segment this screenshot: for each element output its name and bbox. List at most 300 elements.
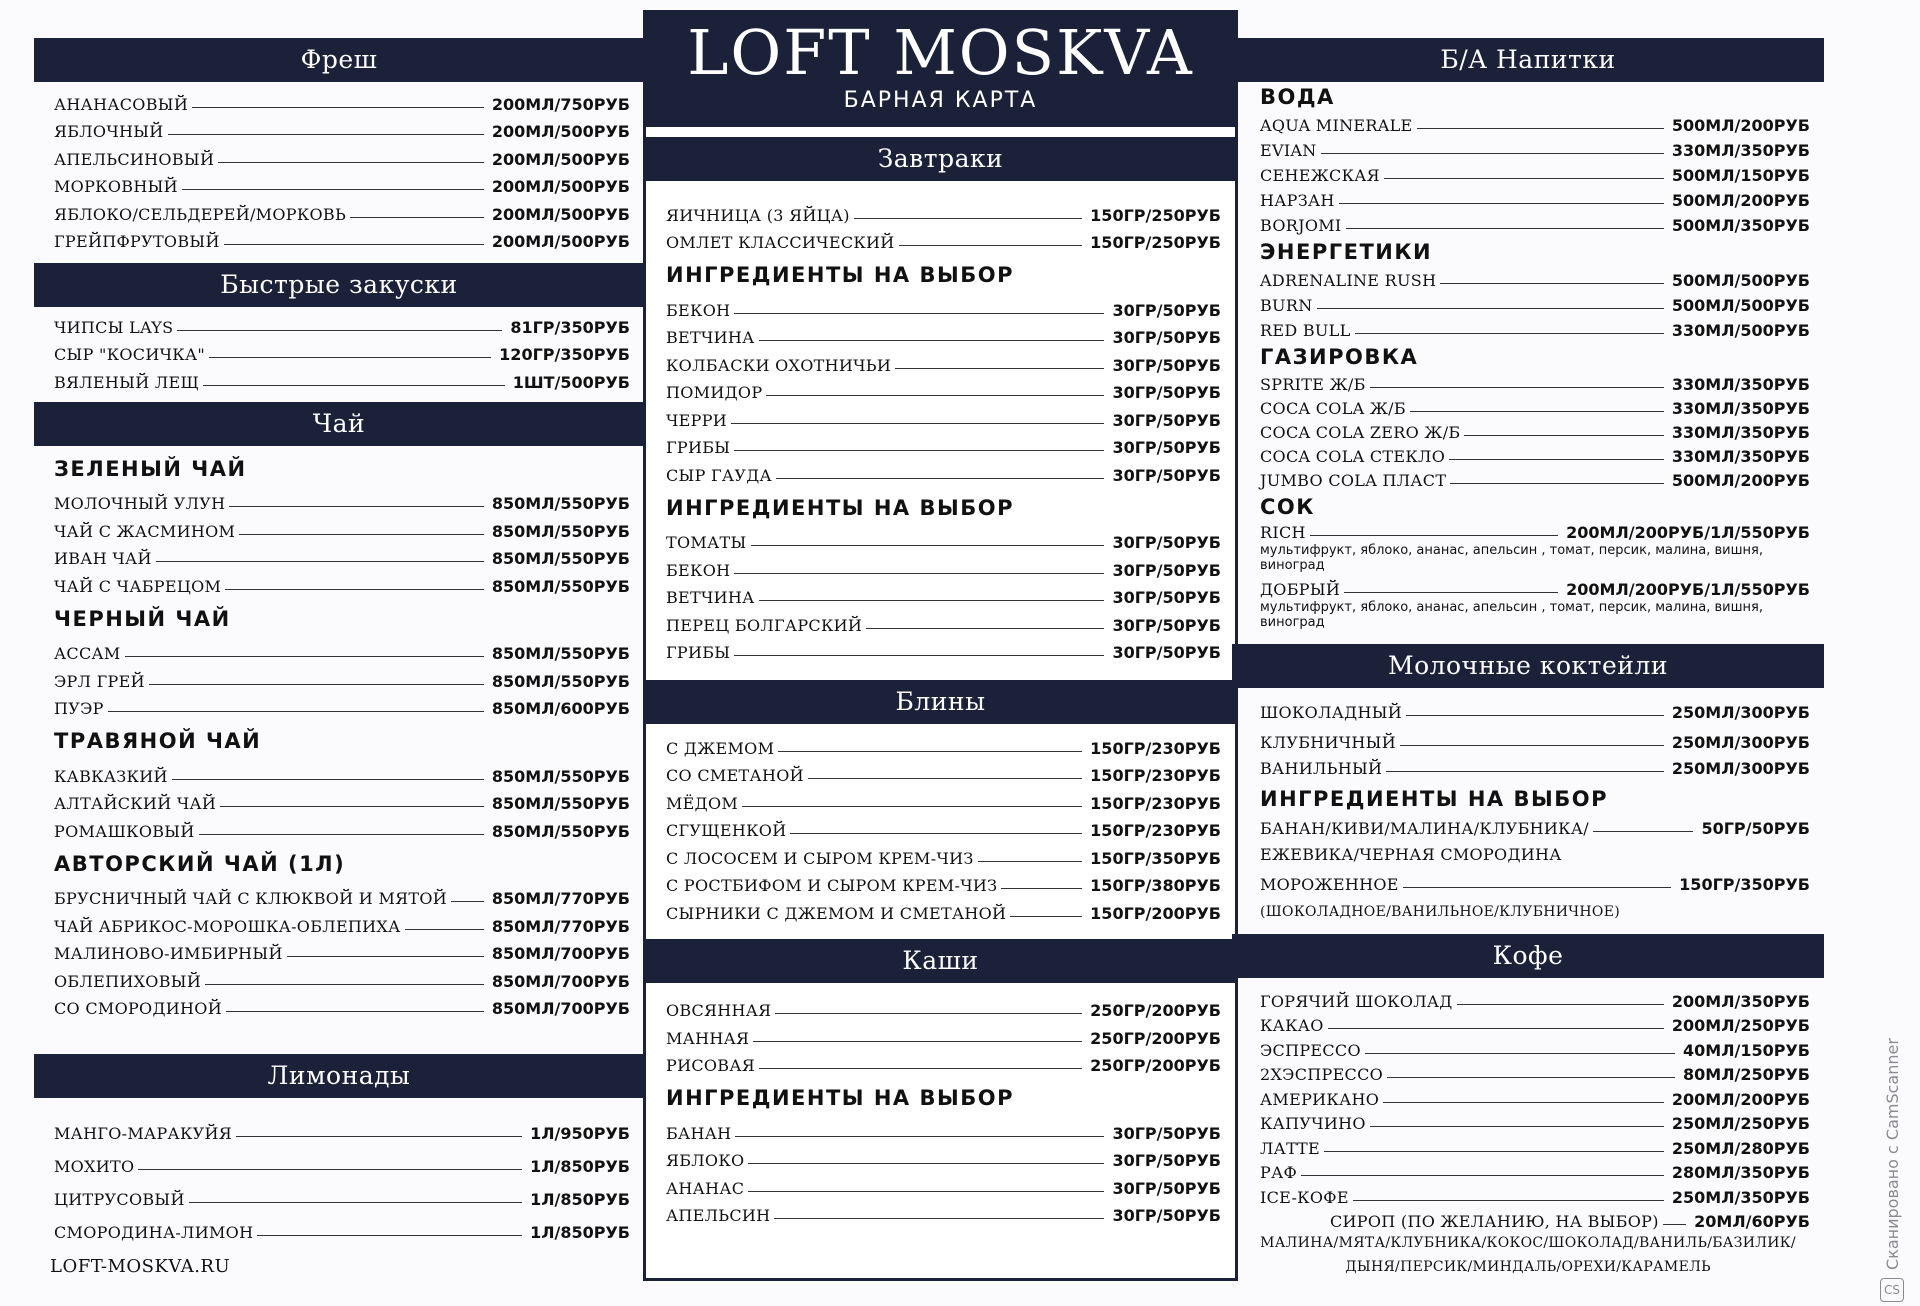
snacks-title: Быстрые закуски	[34, 263, 644, 307]
menu-item	[666, 785, 1221, 813]
item-price: 30ГР/50РУБ	[1112, 1206, 1221, 1225]
item-name: ЧЕРРИ	[666, 410, 728, 430]
item-price: 150ГР/250РУБ	[1090, 205, 1221, 225]
menu-item	[666, 1198, 1221, 1226]
item-name: BURN	[1260, 296, 1313, 315]
item-price: 330МЛ/500РУБ	[1671, 321, 1810, 340]
item-name: АЛТАЙСКИЙ ЧАЙ	[54, 794, 217, 813]
item-name: ЯБЛОКО/СЕЛЬДЕРЕЙ/МОРКОВЬ	[54, 204, 347, 224]
item-price: 30ГР/50РУБ	[1112, 300, 1221, 320]
breakfast-title: Завтраки	[646, 137, 1235, 181]
item-price: 850МЛ/550РУБ	[491, 671, 630, 691]
item-name: БЕКОН	[666, 300, 731, 320]
item-name: С ДЖЕМОМ	[666, 738, 775, 758]
menu-item	[666, 320, 1221, 348]
item-name: КАКАО	[1260, 1016, 1324, 1035]
item-price: 330МЛ/350РУБ	[1671, 141, 1810, 160]
item-price: 30ГР/50РУБ	[1112, 465, 1221, 485]
menu-item	[54, 224, 630, 252]
camscanner-text: Сканировано с CamScanner	[1882, 1038, 1902, 1270]
item-name: ИВАН ЧАЙ	[54, 549, 152, 568]
menu-item	[1260, 394, 1810, 418]
item-name: ГРЕЙПФРУТОВЫЙ	[54, 232, 220, 251]
item-price: 30ГР/50РУБ	[1112, 438, 1221, 457]
item-price: 30ГР/50РУБ	[1112, 615, 1221, 635]
item-price: 250МЛ/300РУБ	[1671, 703, 1810, 722]
menu-item	[1260, 573, 1810, 599]
item-name: ГОРЯЧИЙ ШОКОЛАД	[1260, 991, 1453, 1011]
item-name: КАВКАЗКИЙ	[54, 766, 168, 786]
item-price: 850МЛ/700РУБ	[491, 971, 630, 991]
menu-item	[1260, 752, 1810, 778]
menu-item	[1260, 135, 1810, 160]
item-price: 330МЛ/350РУБ	[1671, 375, 1810, 394]
menu-item	[666, 525, 1221, 553]
item-name: ТОМАТЫ	[666, 533, 747, 552]
item-name: ЕЖЕВИКА/ЧЕРНАЯ СМОРОДИНА	[1260, 845, 1562, 864]
menu-item	[1260, 160, 1810, 185]
tea-list	[34, 452, 644, 1019]
menu-item	[666, 580, 1221, 608]
item-price: 30ГР/50РУБ	[1112, 410, 1221, 430]
item-name: ПОМИДОР	[666, 383, 763, 402]
soda-heading: ГАЗИРОВКА	[1260, 345, 1419, 369]
menu-item	[1260, 1158, 1810, 1183]
item-price: 850МЛ/700РУБ	[491, 944, 630, 963]
menu-item	[1260, 442, 1810, 466]
juice-flavors: мультифрукт, яблоко, ананас, апельсин , томат, персик, малина, вишня, виноград	[1260, 543, 1763, 573]
item-price: 250МЛ/300РУБ	[1671, 733, 1810, 752]
lemonades-title: Лимонады	[34, 1054, 644, 1098]
porridge-list	[646, 983, 1235, 1226]
item-price: 850МЛ/550РУБ	[491, 794, 630, 813]
menu-item	[54, 513, 630, 541]
item-price: 30ГР/50РУБ	[1112, 383, 1221, 402]
menu-item	[1260, 265, 1810, 290]
item-price: 50ГР/50РУБ	[1701, 819, 1810, 838]
item-price: 330МЛ/350РУБ	[1671, 423, 1810, 442]
item-name: ICE-КОФЕ	[1260, 1187, 1349, 1207]
item-price: 250МЛ/300РУБ	[1671, 759, 1810, 778]
menu-item	[666, 868, 1221, 896]
item-price: 850МЛ/550РУБ	[491, 576, 630, 596]
item-price: 200МЛ/350РУБ	[1671, 991, 1810, 1011]
pancakes-title: Блины	[646, 680, 1235, 724]
menu-item	[666, 840, 1221, 868]
item-price: 200МЛ/200РУБ	[1671, 1089, 1810, 1109]
item-price: 850МЛ/550РУБ	[491, 766, 630, 786]
item-price: 150ГР/380РУБ	[1090, 876, 1221, 895]
item-name: МАЛИНОВО-ИМБИРНЫЙ	[54, 944, 283, 963]
item-name: АПЕЛЬСИН	[666, 1206, 771, 1225]
item-name: COCA COLA ZERO Ж/Б	[1260, 423, 1461, 442]
menu-item	[666, 1048, 1221, 1076]
juice-heading: СОК	[1260, 495, 1315, 519]
item-name: СМОРОДИНА-ЛИМОН	[54, 1223, 254, 1242]
item-price: 330МЛ/350РУБ	[1671, 399, 1810, 418]
tea-title: Чай	[34, 402, 644, 446]
item-name: МОХИТО	[54, 1157, 135, 1176]
item-name: ЧИПСЫ LAYS	[54, 317, 174, 337]
menu-item-continuation	[1260, 838, 1810, 864]
item-name: ЯИЧНИЦА (3 ЯЙЦА)	[666, 205, 850, 225]
item-name: МАНГО-МАРАКУЙЯ	[54, 1124, 232, 1143]
menu-item	[54, 568, 630, 596]
item-price: 250МЛ/280РУБ	[1671, 1138, 1810, 1158]
item-price: 200МЛ/200РУБ/1Л/550РУБ	[1566, 523, 1810, 542]
item-name: СО СМЕТАНОЙ	[666, 766, 804, 785]
lemonades-list	[34, 1098, 644, 1242]
menu-item	[54, 663, 630, 691]
item-name: ДОБРЫЙ	[1260, 580, 1341, 599]
coffee-title: Кофе	[1232, 934, 1824, 978]
header	[646, 10, 1235, 127]
middle-column	[643, 10, 1238, 1281]
menu-item	[54, 813, 630, 841]
item-name: МЁДОМ	[666, 793, 739, 813]
item-price: 200МЛ/500РУБ	[491, 204, 630, 224]
item-price: 150ГР/250РУБ	[1090, 233, 1221, 252]
fresh-title: Фреш	[34, 38, 644, 82]
menu-item	[1260, 692, 1810, 722]
menu-item	[1260, 210, 1810, 235]
item-price: 1Л/850РУБ	[530, 1157, 630, 1176]
item-price: 150ГР/230РУБ	[1090, 821, 1221, 840]
item-price: 850МЛ/550РУБ	[491, 549, 630, 568]
menu-item	[1260, 1109, 1810, 1134]
milkshakes-list	[1232, 688, 1824, 920]
soft-drinks-list	[1232, 82, 1824, 630]
item-name: КОЛБАСКИ ОХОТНИЧЬИ	[666, 355, 892, 375]
menu-item	[1260, 1035, 1810, 1060]
item-price: 200МЛ/750РУБ	[491, 94, 630, 114]
porridge-title: Каши	[646, 939, 1235, 983]
camscanner-icon: CS	[1880, 1278, 1904, 1302]
item-price: 30ГР/50РУБ	[1112, 560, 1221, 580]
right-column	[1232, 0, 1824, 1279]
item-name: РИСОВАЯ	[666, 1056, 755, 1075]
item-price: 200МЛ/500РУБ	[491, 149, 630, 169]
menu-item	[54, 1110, 630, 1143]
menu-item	[666, 347, 1221, 375]
item-price: 250МЛ/250РУБ	[1671, 1114, 1810, 1133]
item-name: МОЛОЧНЫЙ УЛУН	[54, 494, 226, 513]
menu-item	[54, 86, 630, 114]
menu-item	[54, 141, 630, 169]
item-price: 200МЛ/500РУБ	[491, 177, 630, 196]
menu-item	[666, 1020, 1221, 1048]
menu-item	[666, 225, 1221, 253]
item-name: SPRITE Ж/Б	[1260, 375, 1366, 394]
herbal-tea-heading: ТРАВЯНОЙ ЧАЙ	[54, 729, 262, 753]
item-name: СЕНЕЖСКАЯ	[1260, 166, 1380, 185]
menu-item	[1260, 1060, 1810, 1085]
item-name: БРУСНИЧНЫЙ ЧАЙ С КЛЮКВОЙ И МЯТОЙ	[54, 889, 447, 908]
coffee-list	[1232, 978, 1824, 1231]
item-price: 250ГР/200РУБ	[1090, 1028, 1221, 1048]
menu-item	[666, 402, 1221, 430]
item-name: С РОСТБИФОМ И СЫРОМ КРЕМ-ЧИЗ	[666, 876, 998, 895]
item-price: 120ГР/350РУБ	[499, 345, 630, 364]
menu-item	[1260, 986, 1810, 1011]
menu-item	[666, 197, 1221, 225]
ingredients-heading: ИНГРЕДИЕНТЫ НА ВЫБОР	[1260, 787, 1609, 811]
item-price: 850МЛ/550РУБ	[491, 821, 630, 841]
author-tea-heading: АВТОРСКИЙ ЧАЙ (1Л)	[54, 851, 346, 876]
menu-item	[666, 457, 1221, 485]
menu-item	[54, 196, 630, 224]
menu-item	[54, 337, 630, 365]
item-price: 500МЛ/200РУБ	[1671, 191, 1810, 210]
item-name: ЛАТТЕ	[1260, 1138, 1320, 1158]
item-name: RED BULL	[1260, 321, 1351, 340]
item-name: СО СМОРОДИНОЙ	[54, 999, 222, 1018]
menu-item	[54, 991, 630, 1019]
menu-item	[666, 813, 1221, 841]
item-name: АНАНАСОВЫЙ	[54, 94, 189, 114]
menu-item	[1260, 722, 1810, 752]
item-price: 500МЛ/350РУБ	[1671, 216, 1810, 235]
item-name: 2ХЭСПРЕССО	[1260, 1065, 1384, 1084]
item-name: РАФ	[1260, 1163, 1298, 1182]
menu-item	[54, 908, 630, 936]
item-name: COCA COLA СТЕКЛО	[1260, 447, 1446, 466]
item-name: ЧАЙ С ЖАСМИНОМ	[54, 521, 236, 541]
menu-item	[1260, 185, 1810, 210]
menu-item	[666, 292, 1221, 320]
menu-item	[54, 758, 630, 786]
energy-heading: ЭНЕРГЕТИКИ	[1260, 240, 1433, 264]
breakfast-list	[646, 181, 1235, 662]
menu-item	[1260, 418, 1810, 442]
item-name: РОМАШКОВЫЙ	[54, 821, 195, 841]
menu-item	[1260, 370, 1810, 394]
item-name: JUMBO COLA ПЛАСТ	[1260, 471, 1447, 490]
milkshakes-title: Молочные коктейли	[1232, 644, 1824, 688]
item-name: СГУЩЕНКОЙ	[666, 821, 787, 840]
menu-item	[1260, 1182, 1810, 1207]
item-price: 1ШТ/500РУБ	[512, 372, 630, 392]
item-price: 30ГР/50РУБ	[1112, 1178, 1221, 1198]
item-name: ГРИБЫ	[666, 643, 731, 662]
item-name: ВЯЛЕНЫЙ ЛЕЩ	[54, 372, 200, 392]
item-name: COCA COLA Ж/Б	[1260, 399, 1406, 418]
item-price: 80МЛ/250РУБ	[1683, 1065, 1810, 1084]
item-price: 850МЛ/770РУБ	[491, 916, 630, 936]
item-price: 850МЛ/550РУБ	[491, 521, 630, 541]
menu-item	[54, 1176, 630, 1209]
item-name: AQUA MINERALE	[1260, 116, 1413, 135]
item-price: 150ГР/230РУБ	[1090, 738, 1221, 758]
item-name: ЦИТРУСОВЫЙ	[54, 1190, 185, 1209]
item-name: EVIAN	[1260, 141, 1317, 160]
menu-item	[666, 635, 1221, 663]
item-price: 850МЛ/770РУБ	[491, 889, 630, 908]
item-price: 500МЛ/500РУБ	[1671, 296, 1810, 315]
item-price: 1Л/950РУБ	[530, 1124, 630, 1143]
menu-item	[1260, 864, 1810, 894]
menu-item	[54, 786, 630, 814]
pancakes-list	[646, 724, 1235, 923]
menu-item	[1260, 1133, 1810, 1158]
item-name: АМЕРИКАНО	[1260, 1089, 1380, 1109]
item-name: БАНАН	[666, 1123, 732, 1143]
item-name: ВЕТЧИНА	[666, 588, 755, 607]
menu-item	[666, 758, 1221, 786]
item-price: 150ГР/230РУБ	[1090, 766, 1221, 785]
item-price: 30ГР/50РУБ	[1112, 355, 1221, 375]
item-name: ПУЭР	[54, 699, 104, 718]
menu-item	[54, 541, 630, 569]
item-name: ОВСЯННАЯ	[666, 1001, 772, 1020]
menu-item	[54, 169, 630, 197]
item-name: ЧАЙ АБРИКОС-МОРОШКА-ОБЛЕПИХА	[54, 916, 401, 936]
item-name: ЯБЛОЧНЫЙ	[54, 122, 164, 141]
menu-item	[54, 486, 630, 514]
menu-item	[54, 364, 630, 392]
item-price: 850МЛ/600РУБ	[491, 699, 630, 718]
ingredients-heading: ИНГРЕДИЕНТЫ НА ВЫБОР	[666, 1086, 1015, 1110]
item-name: КЛУБНИЧНЫЙ	[1260, 733, 1396, 752]
syrup-flavors	[1232, 1231, 1824, 1279]
item-name: СЫР ГАУДА	[666, 465, 772, 485]
menu-item	[666, 430, 1221, 458]
juice-flavors: мультифрукт, яблоко, ананас, апельсин , томат, персик, малина, вишня, виноград	[1260, 600, 1763, 630]
icecream-flavors	[1260, 894, 1810, 920]
item-name: АНАНАС	[666, 1178, 745, 1198]
menu-item	[54, 114, 630, 142]
item-name: АПЕЛЬСИНОВЫЙ	[54, 149, 215, 169]
item-price: 30ГР/50РУБ	[1112, 533, 1221, 552]
item-name: СЫР "КОСИЧКА"	[54, 345, 206, 364]
item-price: 20МЛ/60РУБ	[1694, 1212, 1810, 1231]
item-name: БЕКОН	[666, 560, 731, 580]
item-price: 150ГР/350РУБ	[1679, 875, 1810, 894]
menu-item	[666, 730, 1221, 758]
item-name: ЭРЛ ГРЕЙ	[54, 671, 145, 691]
item-price: 250МЛ/350РУБ	[1671, 1187, 1810, 1207]
item-price: 330МЛ/350РУБ	[1671, 447, 1810, 466]
item-price: 250ГР/200РУБ	[1090, 1056, 1221, 1075]
item-price: 30ГР/50РУБ	[1112, 328, 1221, 347]
item-name: БАНАН/КИВИ/МАЛИНА/КЛУБНИКА/	[1260, 819, 1589, 838]
menu-item	[666, 607, 1221, 635]
soft-drinks-title: Б/А Напитки	[1232, 38, 1824, 82]
item-price: 81ГР/350РУБ	[510, 317, 630, 337]
menu-item	[54, 936, 630, 964]
menu-item	[1260, 816, 1810, 838]
item-price: 200МЛ/250РУБ	[1671, 1016, 1810, 1035]
green-tea-heading: ЗЕЛЕНЫЙ ЧАЙ	[54, 456, 247, 481]
menu-item	[54, 1143, 630, 1176]
menu-item	[666, 1170, 1221, 1198]
item-name: МАННАЯ	[666, 1028, 750, 1048]
item-name: ADRENALINE RUSH	[1260, 271, 1437, 290]
item-price: 30ГР/50РУБ	[1112, 643, 1221, 662]
item-name: ОМЛЕТ КЛАССИЧЕСКИЙ	[666, 233, 895, 252]
item-price: 500МЛ/200РУБ	[1671, 116, 1810, 135]
left-column	[34, 0, 644, 1242]
item-price: 500МЛ/200РУБ	[1671, 471, 1810, 490]
item-price: 500МЛ/150РУБ	[1671, 166, 1810, 185]
item-name: ГРИБЫ	[666, 438, 731, 457]
item-name: СЫРНИКИ С ДЖЕМОМ И СМЕТАНОЙ	[666, 903, 1007, 923]
item-name: АССАМ	[54, 644, 121, 663]
item-price: 150ГР/230РУБ	[1090, 793, 1221, 813]
menu-item	[666, 375, 1221, 403]
menu-item	[1260, 315, 1810, 340]
item-name: BORJOMI	[1260, 216, 1342, 235]
menu-item	[54, 881, 630, 909]
menu-item	[666, 552, 1221, 580]
item-price: 150ГР/350РУБ	[1090, 848, 1221, 868]
menu-item	[54, 636, 630, 664]
item-name: ВАНИЛЬНЫЙ	[1260, 759, 1383, 778]
brand-subtitle: БАРНАЯ КАРТА	[843, 88, 1038, 113]
item-name: ЯБЛОКО	[666, 1151, 745, 1170]
item-price: 40МЛ/150РУБ	[1683, 1040, 1810, 1060]
item-price: 850МЛ/550РУБ	[491, 494, 630, 513]
menu-item	[1260, 466, 1810, 490]
brand-title: LOFT MOSKVA	[687, 16, 1194, 89]
item-price: 250ГР/200РУБ	[1090, 1001, 1221, 1020]
menu-item	[666, 1143, 1221, 1171]
item-price: 30ГР/50РУБ	[1112, 1151, 1221, 1170]
item-name: МОРКОВНЫЙ	[54, 177, 178, 196]
item-price: 500МЛ/500РУБ	[1671, 271, 1810, 290]
menu-item	[1260, 1084, 1810, 1109]
menu-item	[54, 309, 630, 337]
camscanner-watermark	[1880, 1038, 1904, 1302]
menu-item	[1260, 1207, 1810, 1232]
item-price: 150ГР/200РУБ	[1090, 903, 1221, 923]
item-name: КАПУЧИНО	[1260, 1114, 1366, 1133]
item-note: (ШОКОЛАДНОЕ/ВАНИЛЬНОЕ/КЛУБНИЧНОЕ)	[1260, 904, 1620, 920]
ingredients-heading: ИНГРЕДИЕНТЫ НА ВЫБОР	[666, 263, 1015, 287]
item-name: СИРОП (ПО ЖЕЛАНИЮ, НА ВЫБОР)	[1330, 1212, 1659, 1231]
fresh-list	[34, 82, 644, 251]
syrup-flavors-line-2: ДЫНЯ/ПЕРСИК/МИНДАЛЬ/ОРЕХИ/КАРАМЕЛЬ	[1345, 1259, 1711, 1275]
menu-item	[1260, 1011, 1810, 1036]
item-price: 200МЛ/500РУБ	[491, 122, 630, 141]
item-price: 280МЛ/350РУБ	[1671, 1163, 1810, 1182]
item-price: 200МЛ/200РУБ/1Л/550РУБ	[1566, 580, 1810, 599]
menu-item	[54, 691, 630, 719]
menu-item	[666, 895, 1221, 923]
black-tea-heading: ЧЕРНЫЙ ЧАЙ	[54, 606, 231, 631]
item-name: ШОКОЛАДНЫЙ	[1260, 703, 1402, 722]
menu-item	[1260, 110, 1810, 135]
item-name: С ЛОСОСЕМ И СЫРОМ КРЕМ-ЧИЗ	[666, 848, 974, 868]
item-price: 850МЛ/550РУБ	[491, 644, 630, 663]
menu-item	[54, 963, 630, 991]
item-name: МОРОЖЕННОЕ	[1260, 875, 1399, 894]
item-price: 1Л/850РУБ	[530, 1190, 630, 1209]
item-price: 30ГР/50РУБ	[1112, 1123, 1221, 1143]
item-name: ВЕТЧИНА	[666, 328, 755, 347]
website-link[interactable]: LOFT-MOSKVA.RU	[50, 1256, 231, 1277]
item-price: 1Л/850РУБ	[530, 1223, 630, 1242]
item-name: RICH	[1260, 523, 1306, 542]
menu-item	[666, 1115, 1221, 1143]
item-price: 200МЛ/500РУБ	[491, 232, 630, 251]
syrup-flavors-line-1: МАЛИНА/МЯТА/КЛУБНИКА/КОКОС/ШОКОЛАД/ВАНИЛЬ/БАЗИЛИК/	[1260, 1235, 1796, 1251]
menu-item	[666, 993, 1221, 1021]
menu-item	[1260, 520, 1810, 542]
item-name: ПЕРЕЦ БОЛГАРСКИЙ	[666, 615, 863, 635]
item-price: 850МЛ/700РУБ	[491, 999, 630, 1018]
menu-item	[1260, 290, 1810, 315]
